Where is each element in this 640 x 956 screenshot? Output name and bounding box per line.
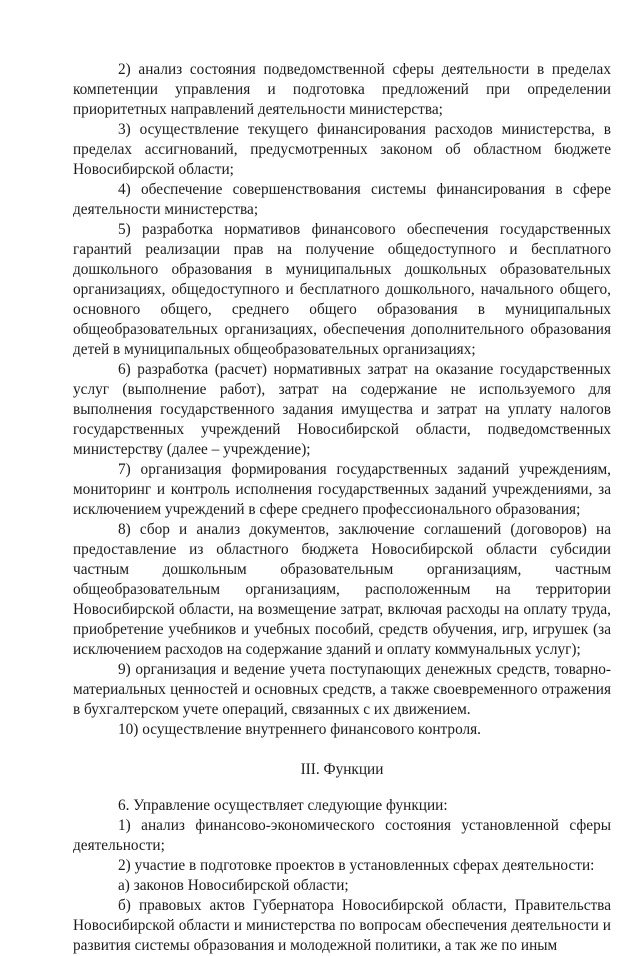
paragraph-item-5: 5) разработка нормативов финансового обеспечения государственных гарантий реализации прав на получение общедоступного и бесплатного дошкольного образования в муниципальных дошкольных образовательных организациях, общедоступного и бесплатного дошкольного, начального общего, основного общего, среднего общего образования в муниципальных общеобразовательных организациях, обеспечения дополнительного образования детей в муниципальных общеобразовательных организациях; xyxy=(73,221,611,358)
paragraph-item-7: 7) организация формирования государственных заданий учреждениям, мониторинг и контроль исполнения государственных заданий учреждениями, за исключением учреждений в сфере среднего профессионального образования; xyxy=(73,461,611,518)
paragraph-function-1: 1) анализ финансово-экономического состояния установленной сферы деятельности; xyxy=(73,817,611,854)
paragraph-functions-intro: 6. Управление осуществляет следующие функции: xyxy=(118,797,448,814)
paragraph-item-10: 10) осуществление внутреннего финансового контроля. xyxy=(118,721,482,738)
paragraph-function-2b: б) правовых актов Губернатора Новосибирской области, Правительства Новосибирской области и министерства по вопросам обеспечения деятельности и развития системы образования и молодежной политики, а так же по иным xyxy=(73,897,611,954)
paragraph-item-9: 9) организация и ведение учета поступающих денежных средств, товарно-материальных ценностей и основных средств, а также своевременного отражения в бухгалтерском учете операций, связанных с их движением. xyxy=(73,661,611,718)
paragraph-item-8: 8) сбор и анализ документов, заключение соглашений (договоров) на предоставление из областного бюджета Новосибирской области субсидии частным дошкольным образовательным организациям, частным общеобразовательным организациям, расположенным на территории Новосибирской области, на возмещение затрат, включая расходы на оплату труда, приобретение учебников и учебных пособий, средств обучения, игр, игрушек (за исключением расходов на содержание зданий и оплату коммунальных услуг); xyxy=(73,521,611,658)
paragraph-item-4: 4) обеспечение совершенствования системы финансирования в сфере деятельности министерства; xyxy=(73,181,611,218)
paragraph-item-2: 2) анализ состояния подведомственной сферы деятельности в пределах компетенции управления и подготовка предложений при определении приоритетных направлений деятельности министерства; xyxy=(73,61,611,118)
document-body xyxy=(73,60,611,956)
section-heading: III. Функции xyxy=(300,761,384,778)
paragraph-item-3: 3) осуществление текущего финансирования расходов министерства, в пределах ассигнований, предусмотренных законом об областном бюджете Новосибирской области; xyxy=(73,121,611,178)
paragraph-function-2: 2) участие в подготовке проектов в установленных сферах деятельности: xyxy=(118,857,595,874)
paragraph-function-2a: а) законов Новосибирской области; xyxy=(118,877,349,894)
paragraph-item-6: 6) разработка (расчет) нормативных затрат на оказание государственных услуг (выполнение работ), затрат на содержание не используемого для выполнения государственного задания имущества и затрат на уплату налогов государственных учреждений Новосибирской области, подведомственных министерству (далее – учреждение); xyxy=(73,361,611,458)
